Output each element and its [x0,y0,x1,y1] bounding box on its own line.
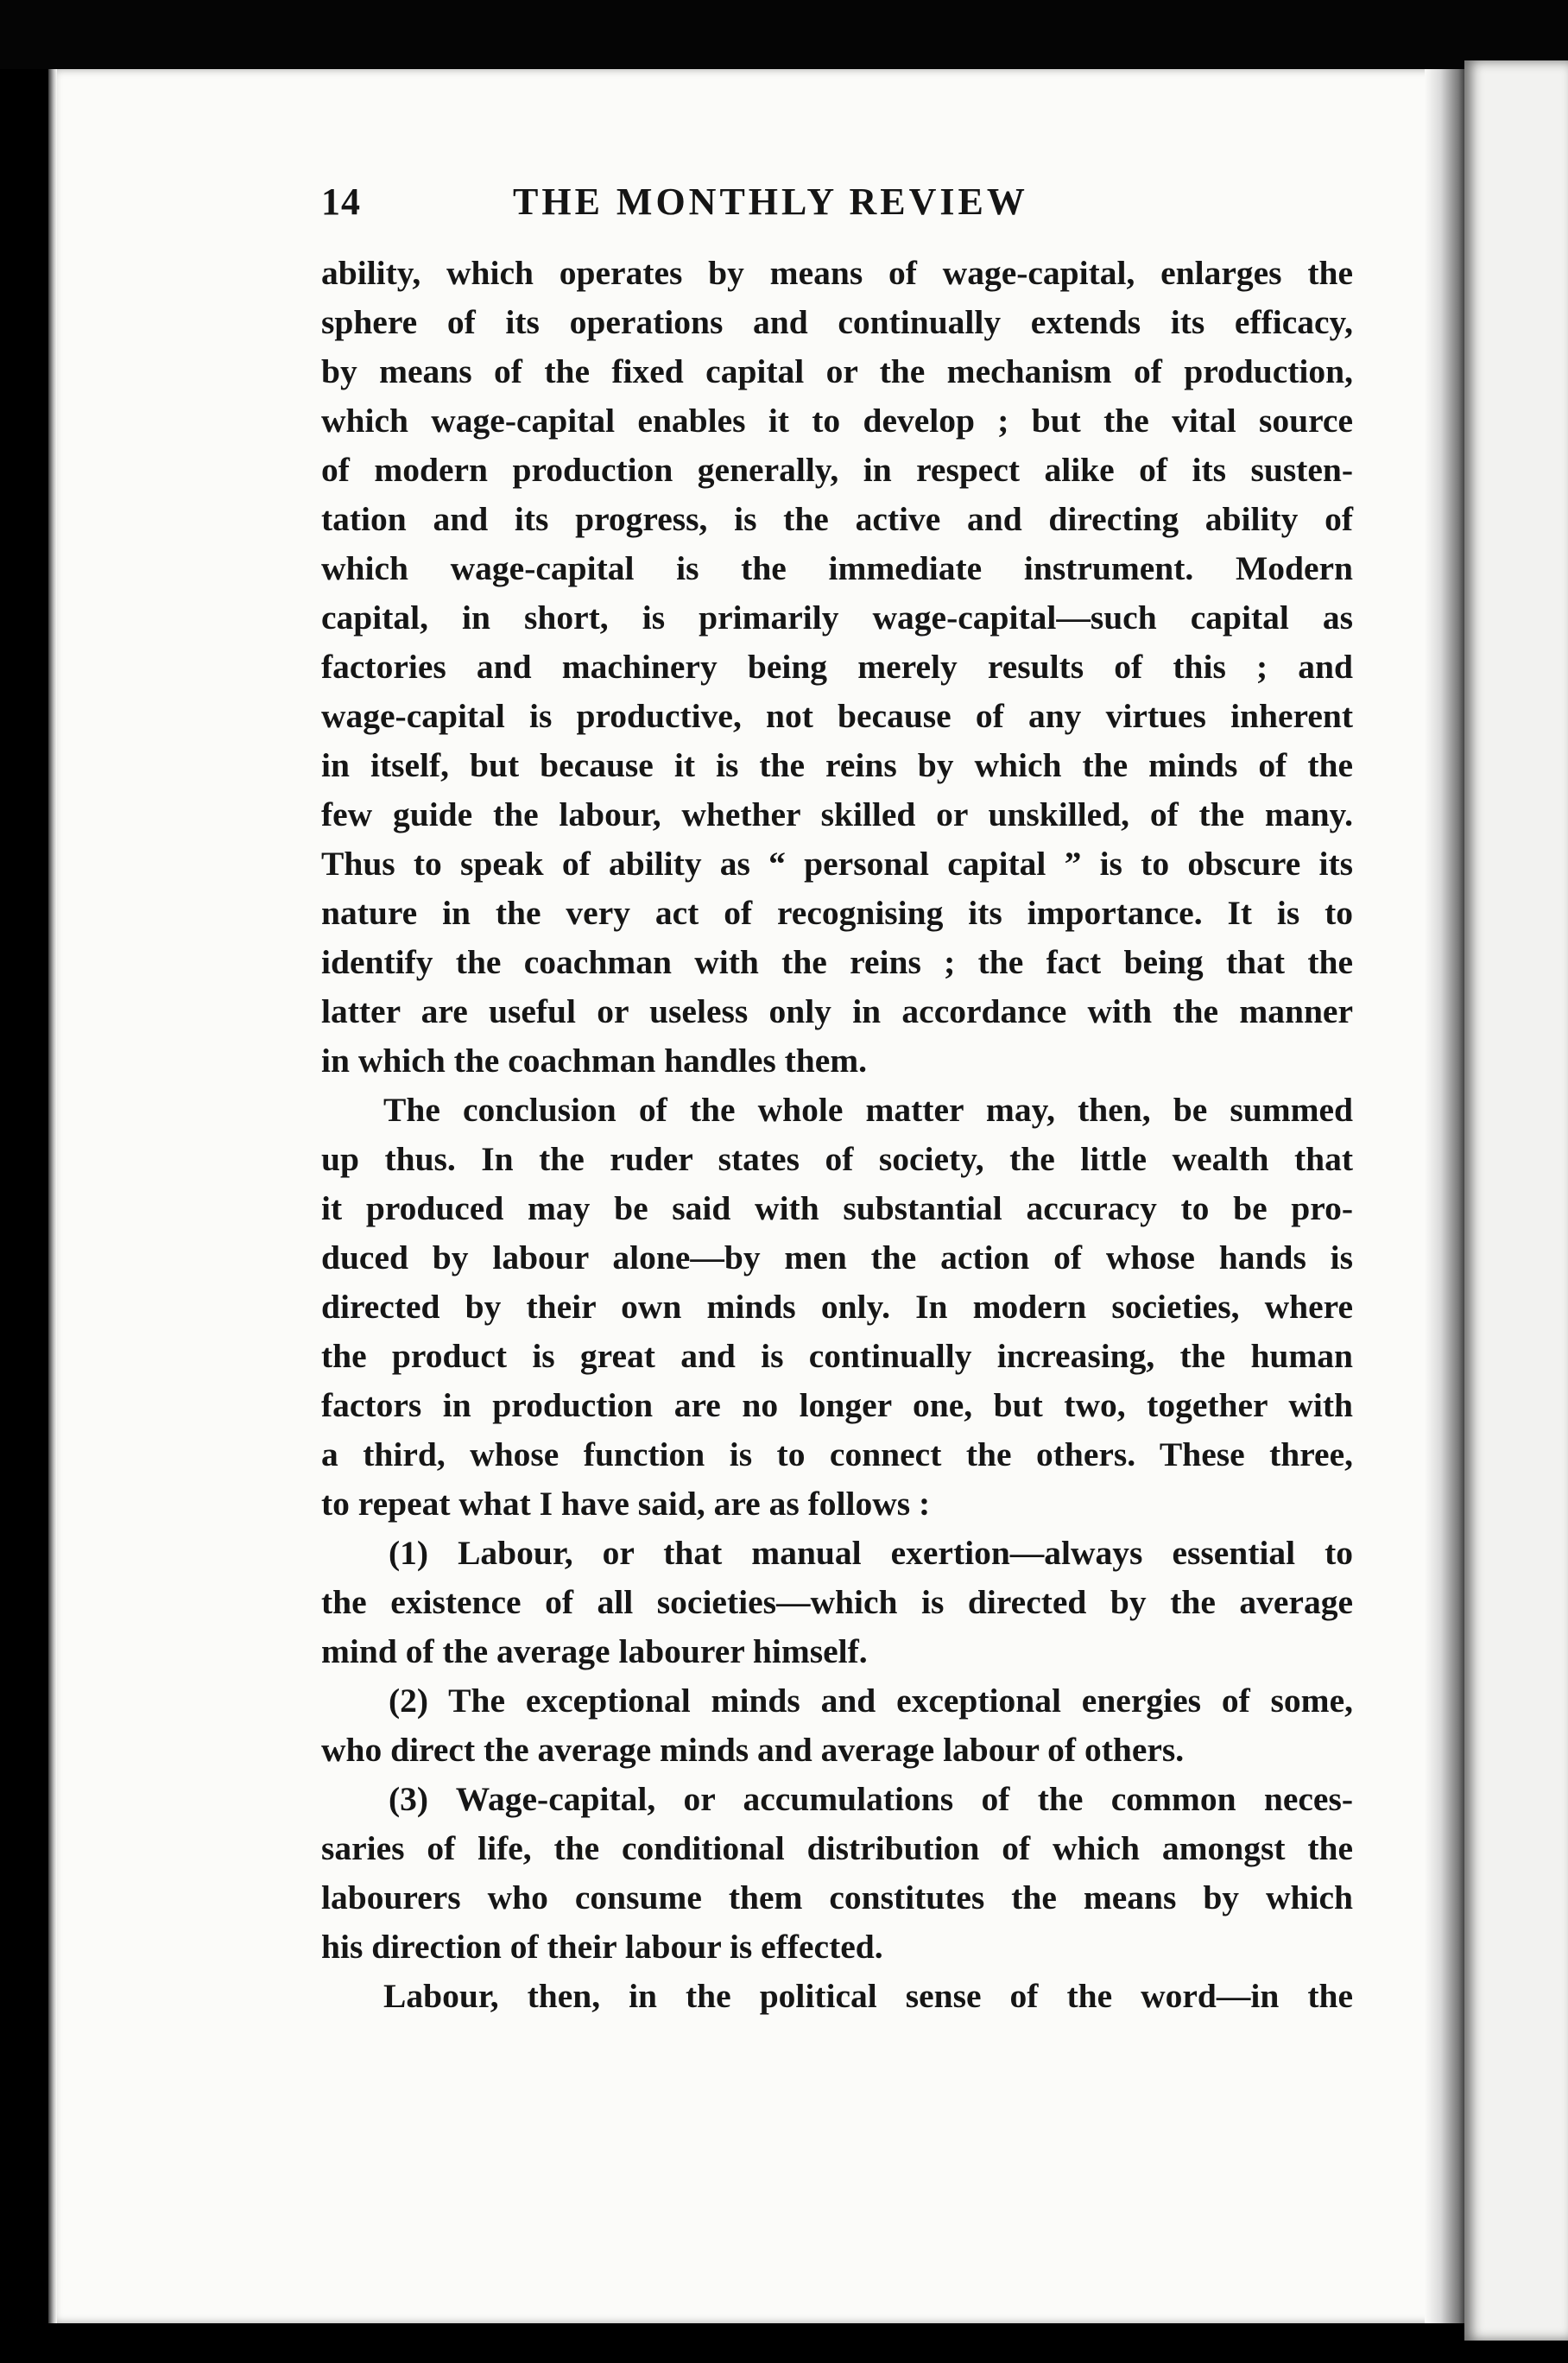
text-line: up thus. In the ruder states of society, the little wealth that [321,1140,1353,1178]
list-item-3-line: (3) Wage-capital, or accumulations of the common neces- [389,1780,1353,1818]
text-line: in itself, but because it is the reins by which the minds of the [321,746,1353,784]
text-line: factors in production are no longer one, but two, together with [321,1386,1353,1424]
list-item-2-line: (2) The exceptional minds and exceptional energies of some, [389,1682,1353,1720]
text-line: Thus to speak of ability as “ personal capital ” is to obscure its [321,845,1353,883]
text-line: ability, which operates by means of wage-capital, enlarges the [321,254,1353,292]
page-number: 14 [321,181,361,223]
text-line: wage-capital is productive, not because of any virtues inherent [321,697,1353,735]
text-line: nature in the very act of recognising its importance. It is to [321,894,1353,932]
text-line: which wage-capital enables it to develop ; but the vital source [321,402,1353,440]
text-line: duced by labour alone—by men the action of whose hands is [321,1239,1353,1277]
text-line: saries of life, the conditional distribution of which amongst the [321,1829,1353,1867]
text-line: identify the coachman with the reins ; the fact being that the [321,943,1353,981]
page-gutter-shadow [48,69,57,2323]
paragraph-start-line: Labour, then, in the political sense of the word—in the [383,1977,1353,2015]
text-line: in which the coachman handles them. [321,1042,868,1080]
body-text [321,249,1353,2021]
adjacent-page-edge [1464,60,1568,2341]
paragraph-start-line: The conclusion of the whole matter may, then, be summed [383,1091,1353,1129]
text-line: directed by their own minds only. In modern societies, where [321,1288,1353,1326]
text-line: the existence of all societies—which is directed by the average [321,1583,1353,1621]
text-line: his direction of their labour is effected. [321,1928,883,1966]
text-line: mind of the average labourer himself. [321,1632,868,1670]
text-line: by means of the fixed capital or the mechanism of production, [321,352,1353,390]
text-line: to repeat what I have said, are as follows : [321,1485,931,1523]
text-line: a third, whose function is to connect the others. These three, [321,1435,1353,1473]
text-line: which wage-capital is the immediate instrument. Modern [321,549,1353,587]
text-line: capital, in short, is primarily wage-capital—such capital as [321,599,1353,637]
text-line: tation and its progress, is the active and directing ability of [321,500,1353,538]
text-line: few guide the labour, whether skilled or unskilled, of the many. [321,795,1353,833]
running-head: THE MONTHLY REVIEW [513,181,1028,223]
page-header [321,180,1383,240]
text-line: the product is great and is continually increasing, the human [321,1337,1353,1375]
text-line: factories and machinery being merely results of this ; and [321,648,1353,686]
text-line: it produced may be said with substantial accuracy to be pro- [321,1189,1353,1227]
page-binding-shadow [1425,69,1464,2323]
text-line: who direct the average minds and average labour of others. [321,1731,1185,1769]
scan-border-top [0,0,1568,69]
text-line: of modern production generally, in respect alike of its susten- [321,451,1353,489]
text-line: latter are useful or useless only in accordance with the manner [321,992,1353,1030]
list-item-1-line: (1) Labour, or that manual exertion—always essential to [389,1534,1353,1572]
text-line: labourers who consume them constitutes the means by which [321,1878,1353,1916]
text-line: sphere of its operations and continually extends its efficacy, [321,303,1353,341]
